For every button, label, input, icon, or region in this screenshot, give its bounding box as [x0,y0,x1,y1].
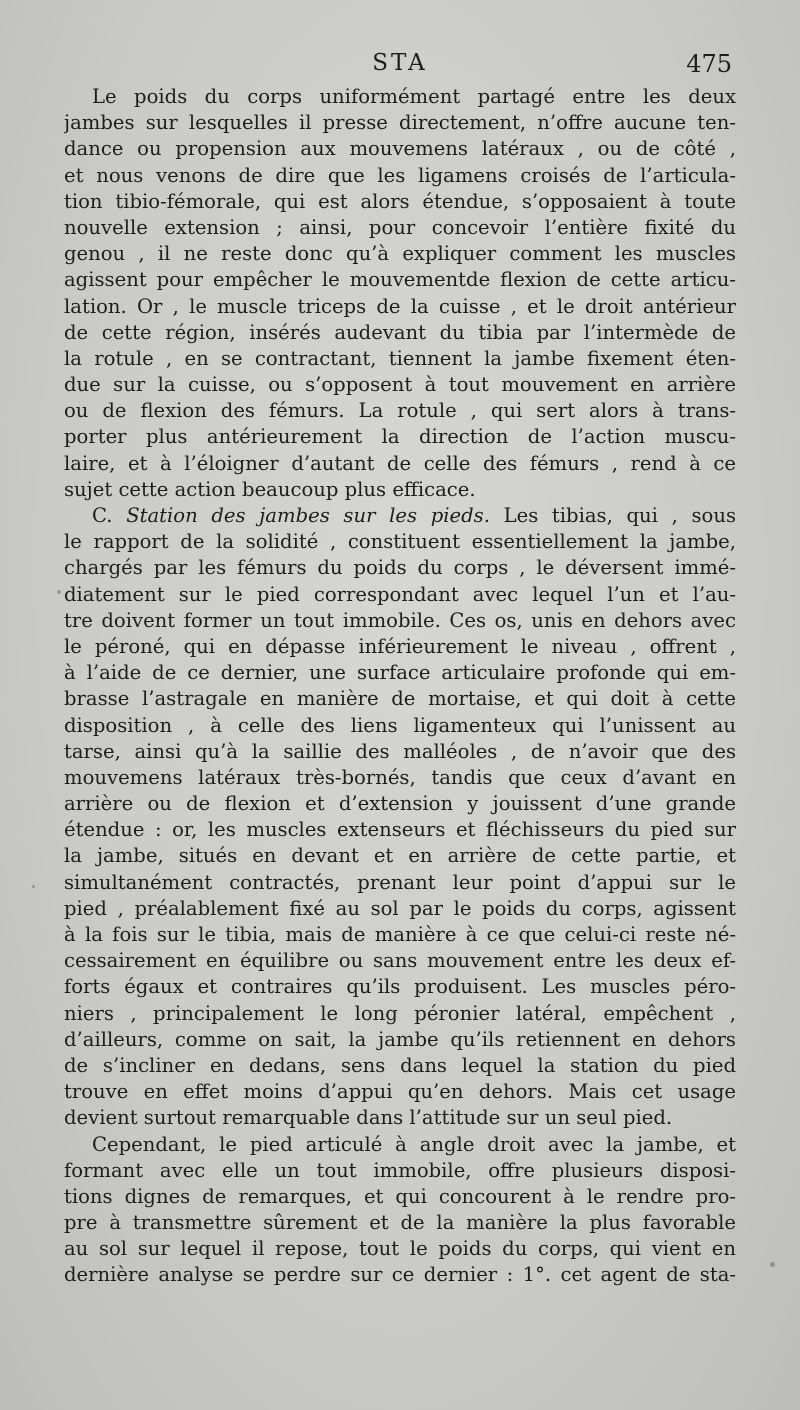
line-text: étendue : or, les muscles extenseurs et fléchisseurs du pied sur [64,818,736,842]
text-line [64,529,736,555]
text-line [64,320,736,346]
text-line [64,922,736,948]
line-text: tions dignes de remarques, et qui concourent à le rendre pro- [64,1184,736,1208]
text-line [64,1210,736,1236]
line-text: arrière ou de flexion et d’extension y jouissent d’une grande [64,792,736,816]
text-line [64,1079,736,1105]
line-text: lation. Or , le muscle triceps de la cuisse , et le droit antérieur [64,294,736,318]
line-text: trouve en effet moins d’appui qu’en dehors. Mais cet usage [64,1080,736,1104]
line-text: agissent pour empêcher le mouvementde flexion de cette articu- [64,268,736,292]
text-line [64,948,736,974]
line-text: la jambe, situés en devant et en arrière de cette partie, et [64,844,736,868]
text-line [64,1262,736,1288]
line-text: à la fois sur le tibia, mais de manière à ce que celui-ci reste né- [64,923,736,946]
text-line [64,765,736,791]
text-line [64,294,736,320]
paper-speck [57,590,61,594]
line-text: ou de flexion des fémurs. La rotule , qui sert alors à trans- [64,399,736,423]
line-text: pre à transmettre sûrement et de la manière la plus favorable [64,1211,736,1235]
text-line [64,1132,736,1158]
text-line [64,896,736,922]
line-text: au sol sur lequel il repose, tout le poids du corps, qui vient en [64,1237,736,1261]
line-text: et nous venons de dire que les ligamens croisés de l’articula- [64,163,736,187]
section-marker: C. [92,504,127,527]
line-text: forts égaux et contraires qu’ils produisent. Les muscles péro- [64,975,736,999]
text-line [64,713,736,739]
line-text: laire, et à l’éloigner d’autant de celle des fémurs , rend à ce [64,451,736,475]
line-text: tarse, ainsi qu’à la saillie des malléoles , de n’avoir que des [64,739,736,763]
line-text: due sur la cuisse, ou s’opposent à tout mouvement en arrière [64,373,736,397]
text-line [64,84,736,110]
text-line [64,241,736,267]
text-line [64,477,736,503]
line-text: de cette région, insérés audevant du tibia par l’intermède de [64,320,736,344]
line-text: porter plus antérieurement la direction de l’action muscu- [64,425,736,449]
text-line [64,582,736,608]
text-line [64,451,736,477]
line-text: formant avec elle un tout immobile, offre plusieurs disposi- [64,1158,736,1182]
line-text: devient surtout remarquable dans l’attitude sur un seul pied. [64,1106,673,1130]
body-text [64,84,736,1289]
text-line [64,1053,736,1079]
running-head: STA [372,50,428,76]
text-line [64,1236,736,1262]
line-text: nouvelle extension ; ainsi, pour concevoir l’entière fixité du [64,215,736,239]
line-text: tre doivent former un tout immobile. Ces os, unis en dehors avec [64,608,736,632]
line-text: de s’incliner en dedans, sens dans lequel la station du pied [64,1053,736,1077]
line-text: chargés par les fémurs du poids du corps , le déversent immé- [64,556,736,580]
line-text: tion tibio-fémorale, qui est alors étendue, s’opposaient à toute [64,189,736,213]
line-text: d’ailleurs, comme on sait, la jambe qu’ils retiennent en dehors [64,1027,736,1051]
text-line [64,870,736,896]
line-text: dernière analyse se perdre sur ce dernier : 1°. cet agent de sta- [64,1263,736,1287]
text-line [64,163,736,189]
line-text: genou , il ne reste donc qu’à expliquer comment les muscles [64,242,736,266]
paper-speck [32,885,35,888]
text-line [64,843,736,869]
line-text: niers , principalement le long péronier latéral, empêchent , [64,1001,736,1025]
line-text: jambes sur lesquelles il presse directement, n’offre aucune ten- [64,111,736,135]
text-line [64,215,736,241]
text-line [64,136,736,162]
line-text: le péroné, qui en dépasse inférieurement le niveau , offrent , [64,634,736,658]
text-line [64,660,736,686]
text-line [64,634,736,660]
text-line [64,974,736,1000]
text-line [64,424,736,450]
line-text: simultanément contractés, prenant leur point d’appui sur le [64,870,736,894]
line-text: disposition , à celle des liens ligamenteux qui l’unissent au [64,713,736,737]
text-line [64,267,736,293]
text-line [64,372,736,398]
text-line [64,1105,736,1131]
page-header [64,50,736,86]
line-text: brasse l’astragale en manière de mortaise, et qui doit à cette [64,687,736,711]
text-line [64,503,736,529]
line-text: mouvemens latéraux très-bornés, tandis que ceux d’avant en [64,765,736,789]
section-heading: Station des jambes sur les pieds. [126,504,490,527]
text-line [64,817,736,843]
text-line [64,189,736,215]
page-number: 475 [686,50,732,78]
line-text: Le poids du corps uniformément partagé entre les deux [92,85,736,108]
text-line [64,398,736,424]
line-text: Les tibias, qui , sous [489,504,736,527]
text-line [64,739,736,765]
line-text: dance ou propension aux mouvemens latéraux , ou de côté , [64,137,736,161]
line-text: diatement sur le pied correspondant avec lequel l’un et l’au- [64,582,736,606]
text-line [64,686,736,712]
line-text: Cependant, le pied articulé à angle droit avec la jambe, et [92,1132,736,1156]
text-line [64,1184,736,1210]
line-text: la rotule , en se contractant, tiennent la jambe fixement éten- [64,346,736,370]
line-text: le rapport de la solidité , constituent essentiellement la jambe, [64,530,736,554]
text-line [64,1158,736,1184]
text-line [64,346,736,372]
text-line [64,1027,736,1053]
text-line [64,608,736,634]
line-text: à l’aide de ce dernier, une surface articulaire profonde qui em- [64,661,736,685]
line-text: cessairement en équilibre ou sans mouvement entre les deux ef- [64,949,736,973]
paper-speck [770,1262,775,1267]
text-line [64,555,736,581]
text-line [64,110,736,136]
line-text: pied , préalablement fixé au sol par le poids du corps, agissent [64,896,736,920]
text-line [64,791,736,817]
text-line [64,1001,736,1027]
line-text: sujet cette action beaucoup plus efficace. [64,477,476,501]
